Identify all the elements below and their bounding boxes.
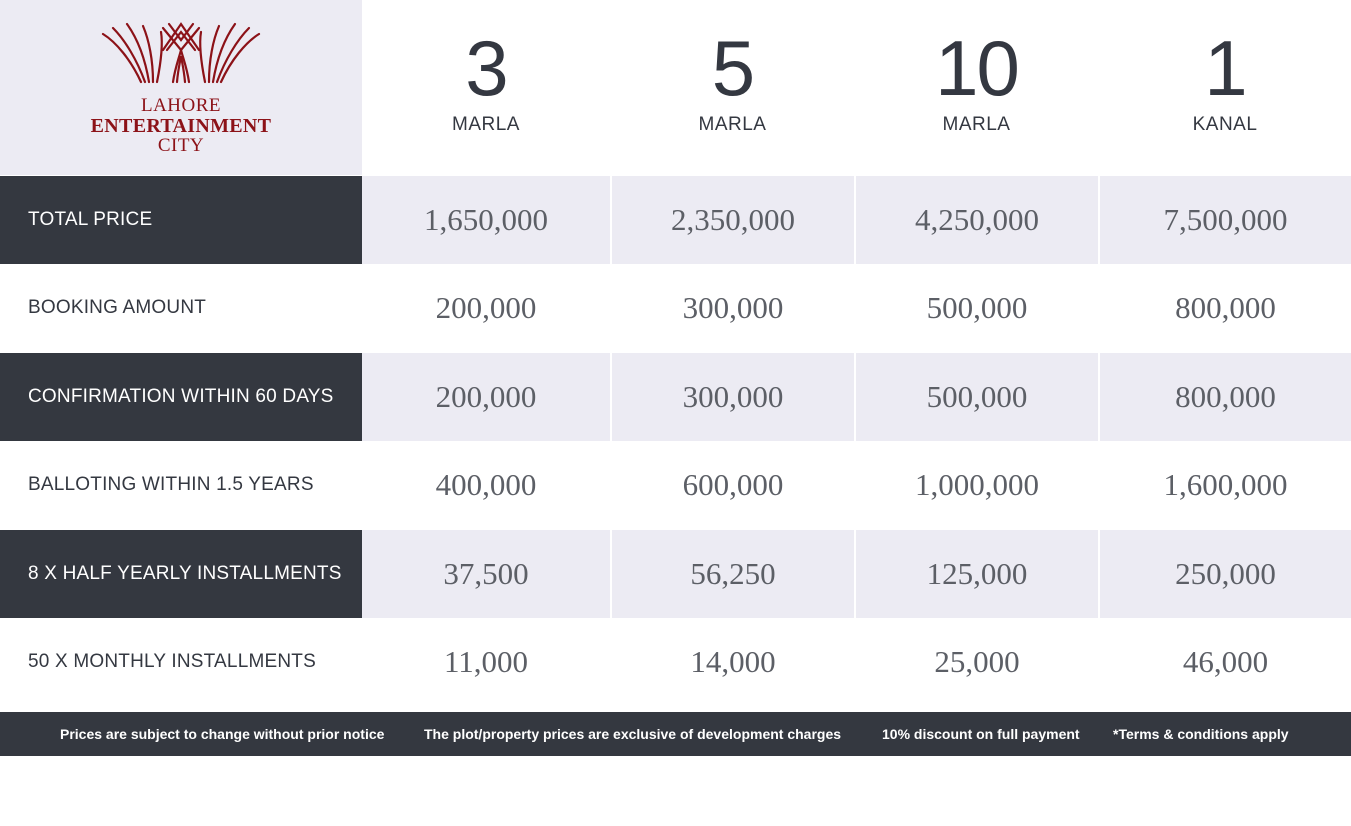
price-cell: 14,000 — [690, 644, 776, 679]
size-unit: MARLA — [452, 114, 520, 135]
price-cell: 200,000 — [362, 353, 610, 441]
size-header-1-kanal — [1099, 0, 1351, 175]
row-label: 50 X MONTHLY INSTALLMENTS — [28, 651, 316, 672]
price-cell: 37,500 — [362, 530, 610, 618]
row-total-price — [0, 176, 1351, 264]
row-label: BALLOTING WITHIN 1.5 YEARS — [28, 474, 314, 495]
brand-logo — [0, 0, 362, 175]
price-cell: 2,350,000 — [612, 176, 854, 264]
footer-note-development-charges: The plot/property prices are exclusive of development charges — [424, 726, 842, 742]
row-booking-amount — [0, 264, 1351, 352]
brand-line-entertainment: ENTERTAINMENT — [90, 115, 272, 137]
price-cell: 11,000 — [443, 644, 529, 679]
price-cell: 1,650,000 — [362, 176, 610, 264]
size-number: 3 — [465, 24, 507, 112]
price-cell: 200,000 — [435, 290, 537, 325]
footer-notes-bar — [0, 712, 1351, 756]
row-label: BOOKING AMOUNT — [28, 297, 207, 318]
row-confirmation — [0, 353, 1351, 441]
price-cell: 4,250,000 — [856, 176, 1098, 264]
price-cell: 1,600,000 — [1163, 467, 1288, 502]
price-cell: 300,000 — [612, 353, 854, 441]
size-unit: MARLA — [942, 114, 1011, 135]
size-number: 5 — [711, 24, 754, 112]
price-cell: 800,000 — [1175, 290, 1276, 325]
price-cell: 125,000 — [856, 530, 1098, 618]
price-cell: 7,500,000 — [1100, 176, 1351, 264]
size-number: 10 — [935, 24, 1018, 112]
price-cell: 300,000 — [682, 290, 784, 325]
price-cell: 800,000 — [1100, 353, 1351, 441]
price-cell: 25,000 — [934, 644, 1020, 679]
row-balloting — [0, 441, 1351, 529]
size-number: 1 — [1204, 24, 1246, 112]
row-label: 8 X HALF YEARLY INSTALLMENTS — [0, 530, 362, 618]
row-monthly-installments — [0, 618, 1351, 706]
size-header-3-marla — [362, 0, 610, 175]
size-header-5-marla — [611, 0, 854, 175]
footer-note-discount: 10% discount on full payment — [882, 726, 1080, 742]
size-header-10-marla — [855, 0, 1098, 175]
brand-line-city: CITY — [157, 135, 205, 156]
price-cell: 500,000 — [856, 353, 1098, 441]
price-cell: 600,000 — [682, 467, 784, 502]
price-cell: 250,000 — [1100, 530, 1351, 618]
size-unit: MARLA — [698, 114, 767, 135]
footer-note-terms: *Terms & conditions apply — [1113, 726, 1289, 742]
row-label: CONFIRMATION WITHIN 60 DAYS — [0, 353, 362, 441]
row-half-yearly-installments — [0, 530, 1351, 618]
logo-emblem-icon — [101, 20, 261, 90]
row-label: TOTAL PRICE — [0, 176, 362, 264]
price-cell: 56,250 — [612, 530, 854, 618]
price-cell: 1,000,000 — [915, 467, 1039, 502]
price-cell: 46,000 — [1182, 644, 1269, 679]
price-cell: 500,000 — [926, 290, 1028, 325]
size-unit: KANAL — [1192, 114, 1258, 135]
price-cell: 400,000 — [435, 467, 537, 502]
footer-note-price-change: Prices are subject to change without prior notice — [60, 726, 385, 742]
brand-line-lahore: LAHORE — [140, 95, 222, 116]
